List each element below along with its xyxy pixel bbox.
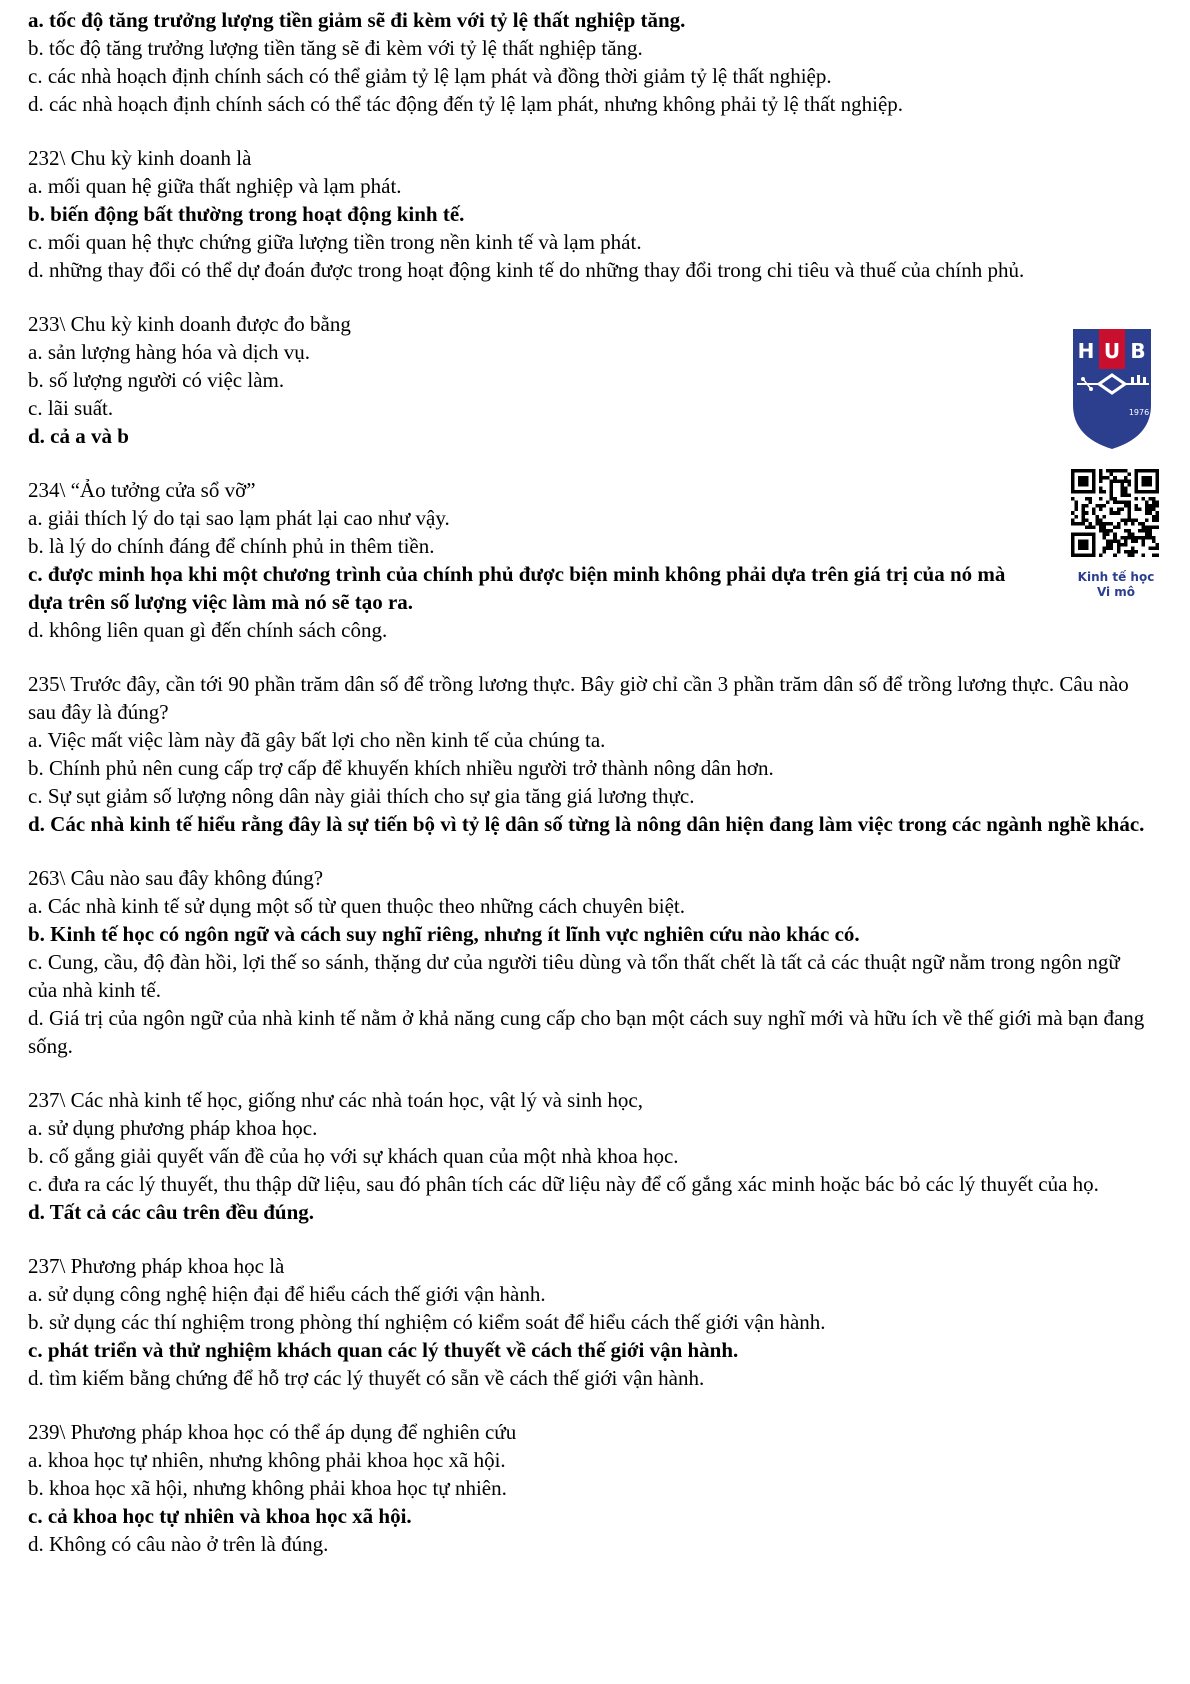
answer-option: a. sử dụng phương pháp khoa học.: [28, 1116, 318, 1140]
brand-title: Kinh tế học: [1077, 570, 1155, 584]
logo-letter-u: U: [1103, 339, 1121, 363]
answer-option: d. không liên quan gì đến chính sách công.: [28, 618, 388, 642]
document-body: [28, 6, 1148, 1584]
question-stem: 232\ Chu kỳ kinh doanh là: [28, 146, 252, 170]
question-block: [28, 476, 1148, 644]
answer-option: b. tốc độ tăng trưởng lượng tiền tăng sẽ đi kèm với tỷ lệ thất nghiệp tăng.: [28, 36, 643, 60]
question-block: [28, 144, 1148, 284]
answer-option: c. mối quan hệ thực chứng giữa lượng tiền trong nền kinh tế và lạm phát.: [28, 230, 642, 254]
answer-option: b. sử dụng các thí nghiệm trong phòng thí nghiệm có kiểm soát để hiểu cách thế giới vận hành.: [28, 1310, 826, 1334]
question-stem: 263\ Câu nào sau đây không đúng?: [28, 866, 324, 890]
answer-option: c. Cung, cầu, độ đàn hồi, lợi thế so sánh, thặng dư của người tiêu dùng và tổn thất chết là tất cả các thuật ngữ nằm trong ngôn ngữ của nhà kinh tế.: [28, 950, 1120, 1002]
answer-option: a. Các nhà kinh tế sử dụng một số từ quen thuộc theo những cách chuyên biệt.: [28, 894, 685, 918]
brand-label: [1066, 570, 1166, 600]
answer-option: c. Sự sụt giảm số lượng nông dân này giải thích cho sự gia tăng giá lương thực.: [28, 784, 695, 808]
answer-option: d. Các nhà kinh tế hiểu rằng đây là sự tiến bộ vì tỷ lệ dân số từng là nông dân hiện đang làm việc trong các ngành nghề khác.: [28, 812, 1145, 836]
question-block: [28, 864, 1148, 1060]
answer-option: d. Không có câu nào ở trên là đúng.: [28, 1532, 329, 1556]
answer-option: b. Kinh tế học có ngôn ngữ và cách suy nghĩ riêng, nhưng ít lĩnh vực nghiên cứu nào khác có.: [28, 922, 860, 946]
question-block: [28, 1252, 1148, 1392]
answer-option: d. cả a và b: [28, 424, 129, 448]
answer-option: d. Giá trị của ngôn ngữ của nhà kinh tế nằm ở khả năng cung cấp cho bạn một cách suy nghĩ mới và hữu ích về thế giới mà bạn đang sống.: [28, 1006, 1145, 1058]
answer-option: a. Việc mất việc làm này đã gây bất lợi cho nền kinh tế của chúng ta.: [28, 728, 606, 752]
answer-option: d. những thay đổi có thể dự đoán được trong hoạt động kinh tế do những thay đổi trong chi tiêu và thuế của chính phủ.: [28, 258, 1025, 282]
answer-option: c. các nhà hoạch định chính sách có thể giảm tỷ lệ lạm phát và đồng thời giảm tỷ lệ thất nghiệp.: [28, 64, 832, 88]
answer-option: a. sản lượng hàng hóa và dịch vụ.: [28, 340, 311, 364]
question-stem: 237\ Các nhà kinh tế học, giống như các nhà toán học, vật lý và sinh học,: [28, 1088, 643, 1112]
hub-logo-icon: [1069, 325, 1155, 453]
answer-option: a. sử dụng công nghệ hiện đại để hiểu cách thế giới vận hành.: [28, 1282, 546, 1306]
question-stem: 237\ Phương pháp khoa học là: [28, 1254, 285, 1278]
answer-option: d. tìm kiếm bằng chứng để hỗ trợ các lý thuyết có sẵn về cách thế giới vận hành.: [28, 1366, 705, 1390]
answer-option: b. là lý do chính đáng để chính phủ in thêm tiền.: [28, 534, 435, 558]
answer-option: a. tốc độ tăng trưởng lượng tiền giảm sẽ đi kèm với tỷ lệ thất nghiệp tăng.: [28, 8, 686, 32]
answer-option: c. cả khoa học tự nhiên và khoa học xã hội.: [28, 1504, 412, 1528]
logo-letter-b: B: [1130, 339, 1146, 363]
answer-option: a. mối quan hệ giữa thất nghiệp và lạm phát.: [28, 174, 402, 198]
answer-option: b. cố gắng giải quyết vấn đề của họ với sự khách quan của một nhà khoa học.: [28, 1144, 679, 1168]
answer-option: c. lãi suất.: [28, 396, 114, 420]
question-stem: 239\ Phương pháp khoa học có thể áp dụng để nghiên cứu: [28, 1420, 517, 1444]
answer-option: d. Tất cả các câu trên đều đúng.: [28, 1200, 315, 1224]
answer-option: c. đưa ra các lý thuyết, thu thập dữ liệu, sau đó phân tích các dữ liệu này để cố gắng xác minh hoặc bác bỏ các lý thuyết của họ.: [28, 1172, 1099, 1196]
answer-option: b. số lượng người có việc làm.: [28, 368, 285, 392]
question-block: [28, 1418, 1148, 1558]
question-block: [28, 310, 1148, 450]
question-stem: 235\ Trước đây, cần tới 90 phần trăm dân số để trồng lương thực. Bây giờ chỉ cần 3 phần trăm dân số để trồng lương thực. Câu nào sau đây là đúng?: [28, 672, 1129, 724]
qr-code-icon: [1071, 469, 1159, 557]
question-block: [28, 6, 1148, 118]
logo-letter-h: H: [1077, 339, 1095, 363]
answer-option: b. Chính phủ nên cung cấp trợ cấp để khuyến khích nhiều người trở thành nông dân hơn.: [28, 756, 774, 780]
brand-subtitle: Vi mô: [1096, 585, 1136, 599]
answer-option: c. phát triển và thử nghiệm khách quan các lý thuyết về cách thế giới vận hành.: [28, 1338, 739, 1362]
question-stem: 234\ “Ảo tưởng cửa sổ vỡ”: [28, 478, 256, 502]
question-block: [28, 670, 1148, 838]
question-stem: 233\ Chu kỳ kinh doanh được đo bằng: [28, 312, 351, 336]
answer-option: d. các nhà hoạch định chính sách có thể tác động đến tỷ lệ lạm phát, nhưng không phải tỷ lệ thất nghiệp.: [28, 92, 904, 116]
answer-option: c. được minh họa khi một chương trình của chính phủ được biện minh không phải dựa trên giá trị của nó mà dựa trên số lượng việc làm mà nó sẽ tạo ra.: [28, 562, 1006, 614]
answer-option: b. biến động bất thường trong hoạt động kinh tế.: [28, 202, 465, 226]
logo-year: 1976: [1128, 408, 1150, 417]
question-block: [28, 1086, 1148, 1226]
answer-option: a. khoa học tự nhiên, nhưng không phải khoa học xã hội.: [28, 1448, 506, 1472]
answer-option: b. khoa học xã hội, nhưng không phải khoa học tự nhiên.: [28, 1476, 507, 1500]
answer-option: a. giải thích lý do tại sao lạm phát lại cao như vậy.: [28, 506, 450, 530]
